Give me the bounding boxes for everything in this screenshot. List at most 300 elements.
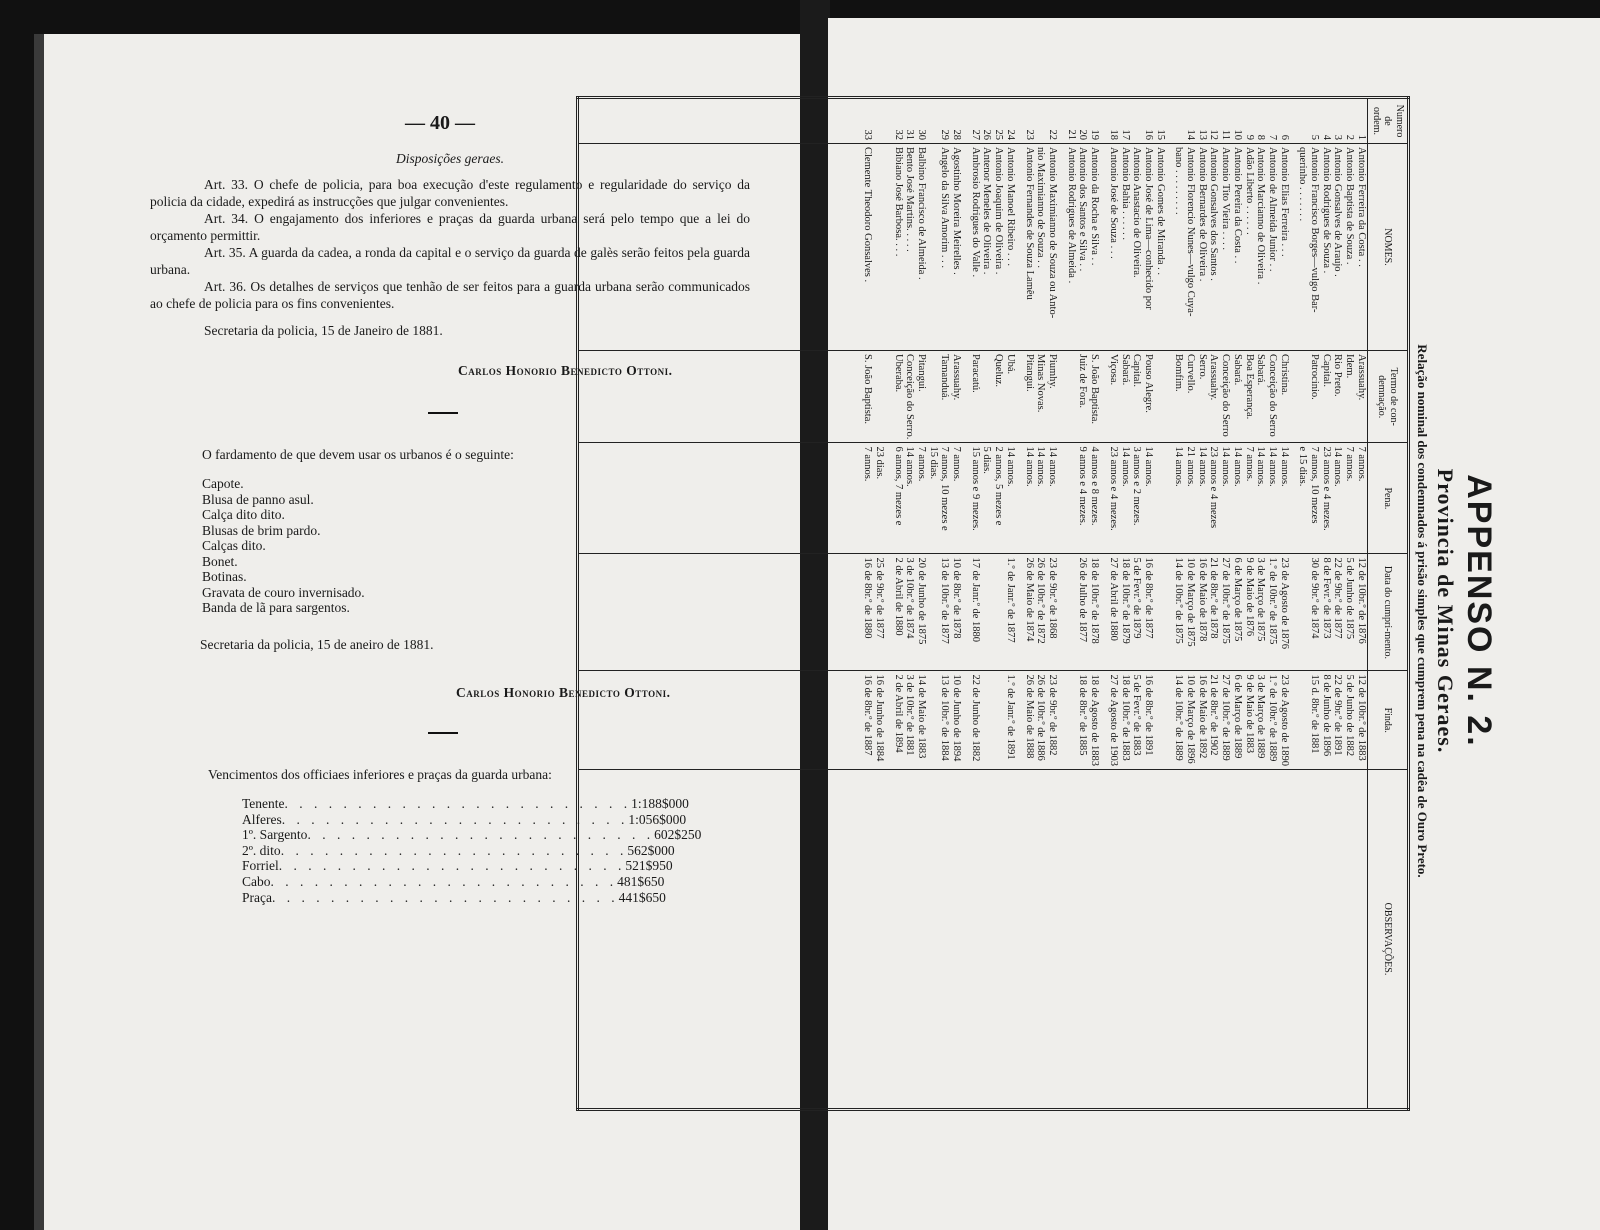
cell-name: Antonio Joaquim de Oliveira . bbox=[993, 144, 1005, 351]
row-spacer bbox=[885, 98, 892, 1110]
cell-finda: 15 d. 8br.º de 1881 bbox=[1308, 671, 1320, 770]
cell-name: Antonio José de Souza . . . bbox=[1107, 144, 1119, 351]
cell-termo: S. João Baptista. bbox=[861, 351, 873, 443]
cell-finda: 5 de Junho de 1882 bbox=[1343, 671, 1355, 770]
table-row bbox=[1219, 98, 1231, 1110]
cell-name: Agostinho Moreira Meirelles . bbox=[950, 144, 962, 351]
cell-finda bbox=[993, 671, 1005, 770]
cell-termo bbox=[981, 351, 993, 443]
cell-no: 33 bbox=[861, 98, 873, 144]
cell-no: 3 bbox=[1332, 98, 1344, 144]
appendix-subtitle: Provincia de Minas Geraes. bbox=[1433, 468, 1458, 754]
cell-obs bbox=[873, 770, 885, 1110]
table-row bbox=[939, 98, 951, 1110]
cell-data: 25 de 9br.º de 1877 bbox=[873, 554, 885, 671]
cell-pena: 7 annos. bbox=[861, 443, 873, 554]
cell-data: 20 de Junho de 1875 bbox=[915, 554, 927, 671]
salary-row: 1º. Sargento . . . . . . . . . . . . . . . . . . . . . . . . 602$250 bbox=[242, 827, 702, 843]
cell-finda: 13 de 10br.º de 1884 bbox=[939, 671, 951, 770]
cell-no: 28 bbox=[950, 98, 962, 144]
table-row bbox=[1023, 98, 1035, 1110]
cell-finda bbox=[1154, 671, 1166, 770]
cell-termo: Patrocinio. bbox=[1308, 351, 1320, 443]
cell-name: Bibiano José Barbosa. . . . bbox=[892, 144, 904, 351]
cell-termo: Uberaba. bbox=[892, 351, 904, 443]
cell-pena: 14 annos. bbox=[1219, 443, 1231, 554]
cell-name bbox=[873, 144, 885, 351]
cell-data: 12 de 10br.º de 1876 bbox=[1355, 554, 1367, 671]
table-row bbox=[1332, 98, 1344, 1110]
cell-name: Antonio Bernardes de Oliveira . bbox=[1196, 144, 1208, 351]
cell-pena: 14 annos. bbox=[1023, 443, 1035, 554]
cell-data: 8 de Fevr.º de 1873 bbox=[1320, 554, 1332, 671]
cell-finda bbox=[1065, 671, 1077, 770]
table-row bbox=[981, 98, 993, 1110]
cell-data: 13 de 10br.º de 1877 bbox=[939, 554, 951, 671]
cell-data: 27 de 10br.º de 1875 bbox=[1219, 554, 1231, 671]
cell-name: Antonio dos Santos e Silva . . bbox=[1077, 144, 1089, 351]
table-row bbox=[1046, 98, 1058, 1110]
cell-name: Antonio Pereira da Costa . . bbox=[1231, 144, 1243, 351]
cell-no: 11 bbox=[1219, 98, 1231, 144]
table-row bbox=[1231, 98, 1243, 1110]
cell-no: 24 bbox=[1004, 98, 1016, 144]
salary-row: 2º. dito . . . . . . . . . . . . . . . . . . . . . . . . 562$000 bbox=[242, 842, 675, 858]
cell-data: 9 de Maio de 1876 bbox=[1243, 554, 1255, 671]
cell-no bbox=[1035, 98, 1047, 144]
cell-pena: 14 annos. bbox=[1196, 443, 1208, 554]
table-row bbox=[1131, 98, 1143, 1110]
cell-finda: 12 de 10br.º de 1883 bbox=[1355, 671, 1367, 770]
uniform-item: Banda de lã para sargentos. bbox=[202, 600, 350, 615]
cell-termo: Boa Esperança. bbox=[1243, 351, 1255, 443]
table-row bbox=[1308, 98, 1320, 1110]
cell-name: Antonio Rodrigues de Almeida . bbox=[1065, 144, 1077, 351]
cell-obs bbox=[1142, 770, 1154, 1110]
cell-no: 22 bbox=[1046, 98, 1058, 144]
col-header: Numero de ordem. bbox=[1367, 98, 1408, 144]
table-row bbox=[1184, 98, 1196, 1110]
cell-no: 13 bbox=[1196, 98, 1208, 144]
cell-name: Antonio Gonsalves dos Santos . bbox=[1208, 144, 1220, 351]
cell-obs bbox=[915, 770, 927, 1110]
row-spacer bbox=[1016, 98, 1023, 1110]
cell-no bbox=[873, 98, 885, 144]
cell-finda: 27 de 10br.º de 1889 bbox=[1219, 671, 1231, 770]
cell-data: 5 de Fevr.º de 1879 bbox=[1131, 554, 1143, 671]
cell-obs bbox=[904, 770, 916, 1110]
cell-pena bbox=[1065, 443, 1077, 554]
cell-name: Antonio Florencio Nunes—vulgo Cuya- bbox=[1184, 144, 1196, 351]
table-header bbox=[1367, 98, 1408, 1110]
page-number: — 40 — bbox=[405, 112, 475, 134]
cell-termo bbox=[1297, 351, 1309, 443]
cell-obs bbox=[939, 770, 951, 1110]
cell-finda: 23 de 9br.º de 1882 bbox=[1046, 671, 1058, 770]
cell-name: querinho . . . . . . . bbox=[1297, 144, 1309, 351]
cell-name: Antonio Gomes de Miranda . . bbox=[1154, 144, 1166, 351]
table-row bbox=[1266, 98, 1278, 1110]
col-header: Termo de con-demnação. bbox=[1367, 351, 1408, 443]
cell-no: 18 bbox=[1107, 98, 1119, 144]
cell-name: Antonio Anastacio de Oliveira. bbox=[1131, 144, 1143, 351]
uniform-list bbox=[202, 476, 365, 616]
cell-data: 10 de Março de 1875 bbox=[1184, 554, 1196, 671]
section-title: Disposições geraes. bbox=[396, 151, 504, 166]
cell-termo: Arassuahy. bbox=[950, 351, 962, 443]
cell-no: 7 bbox=[1266, 98, 1278, 144]
row-spacer bbox=[1100, 98, 1107, 1110]
cell-pena: 7 annos, 10 mezes bbox=[1308, 443, 1320, 554]
cell-obs bbox=[950, 770, 962, 1110]
cell-termo: Tamanduá. bbox=[939, 351, 951, 443]
cell-termo: Conceição do Serro bbox=[1219, 351, 1231, 443]
cell-data: 18 de 10br.º de 1878 bbox=[1088, 554, 1100, 671]
cell-name: Ambrosio Rodrigues do Valle . bbox=[969, 144, 981, 351]
cell-termo: Pouso Alegre. bbox=[1142, 351, 1154, 443]
cell-obs bbox=[861, 770, 873, 1110]
cell-pena: 15 annos e 9 mezes. bbox=[969, 443, 981, 554]
table-row bbox=[1320, 98, 1332, 1110]
col-header: Finda. bbox=[1367, 671, 1408, 770]
cell-pena: 14 annos. bbox=[1278, 443, 1290, 554]
cell-obs bbox=[969, 770, 981, 1110]
cell-termo bbox=[927, 351, 939, 443]
cell-obs bbox=[1004, 770, 1016, 1110]
cell-pena: 14 annos. bbox=[1266, 443, 1278, 554]
cell-obs bbox=[1196, 770, 1208, 1110]
cell-pena: 14 annos. bbox=[1231, 443, 1243, 554]
table-row bbox=[1077, 98, 1089, 1110]
cell-name: Antonio Rodrigues de Souza . bbox=[1320, 144, 1332, 351]
cell-obs bbox=[1035, 770, 1047, 1110]
cell-name: Antenor Meneles de Oliveira . bbox=[981, 144, 993, 351]
table-row bbox=[1255, 98, 1267, 1110]
cell-obs bbox=[1154, 770, 1166, 1110]
cell-finda: 3 de Março de 1889 bbox=[1255, 671, 1267, 770]
cell-no: 10 bbox=[1231, 98, 1243, 144]
cell-finda: 14 de 10br.º de 1889 bbox=[1173, 671, 1185, 770]
cell-obs bbox=[1088, 770, 1100, 1110]
cell-no bbox=[1297, 98, 1309, 144]
cell-pena: 14 annos. bbox=[1004, 443, 1016, 554]
cell-termo bbox=[1065, 351, 1077, 443]
cell-data: 3 de 10br.º de 1874 bbox=[904, 554, 916, 671]
cell-obs bbox=[1173, 770, 1185, 1110]
cell-termo: Sabará. bbox=[1255, 351, 1267, 443]
cell-name: Antonio Bahia . . . . . . bbox=[1119, 144, 1131, 351]
cell-finda bbox=[1297, 671, 1309, 770]
cell-obs bbox=[1320, 770, 1332, 1110]
cell-obs bbox=[993, 770, 1005, 1110]
appendix-rotated bbox=[862, 96, 1498, 1126]
cell-name: Antonio Baptista de Souza . bbox=[1343, 144, 1355, 351]
cell-pena: 14 annos. bbox=[1255, 443, 1267, 554]
cell-obs bbox=[1107, 770, 1119, 1110]
cell-name: Clemente Theodoro Gonsalves . bbox=[861, 144, 873, 351]
divider bbox=[428, 412, 458, 414]
cell-data: 21 de 8br.º de 1878 bbox=[1208, 554, 1220, 671]
cell-no: 9 bbox=[1243, 98, 1255, 144]
col-header: NOMES. bbox=[1367, 144, 1408, 351]
cell-obs bbox=[1243, 770, 1255, 1110]
cell-finda: 23 de Agosto de 1890 bbox=[1278, 671, 1290, 770]
cell-pena: 7 annos. bbox=[950, 443, 962, 554]
cell-pena: 23 annos e 4 mezes bbox=[1208, 443, 1220, 554]
cell-no: 19 bbox=[1088, 98, 1100, 144]
cell-data: 22 de 9br.º de 1877 bbox=[1332, 554, 1344, 671]
cell-finda bbox=[981, 671, 993, 770]
salary-row: Tenente . . . . . . . . . . . . . . . . . . . . . . . . 1:188$000 bbox=[242, 796, 689, 811]
cell-no: 12 bbox=[1208, 98, 1220, 144]
cell-data bbox=[1297, 554, 1309, 671]
cell-pena: 14 annos. bbox=[1173, 443, 1185, 554]
cell-no: 20 bbox=[1077, 98, 1089, 144]
divider bbox=[428, 732, 458, 734]
cell-name: Antonio Fernandes de Souza Lamêu bbox=[1023, 144, 1035, 351]
cell-obs bbox=[1266, 770, 1278, 1110]
cell-finda bbox=[927, 671, 939, 770]
cell-obs bbox=[1255, 770, 1267, 1110]
table-row bbox=[1004, 98, 1016, 1110]
cell-obs bbox=[927, 770, 939, 1110]
cell-termo: Idem. bbox=[1343, 351, 1355, 443]
cell-no bbox=[1173, 98, 1185, 144]
cell-termo: Conceição do Serro bbox=[1266, 351, 1278, 443]
table-body bbox=[578, 98, 1367, 1110]
cell-finda: 26 de Maio de 1888 bbox=[1023, 671, 1035, 770]
cell-obs bbox=[1332, 770, 1344, 1110]
table-row bbox=[1208, 98, 1220, 1110]
table-row bbox=[861, 98, 873, 1110]
cell-pena: 15 dias. bbox=[927, 443, 939, 554]
uniform-item: Capote. bbox=[202, 476, 244, 491]
cell-pena: 4 annos e 8 mezes. bbox=[1088, 443, 1100, 554]
table-row bbox=[1142, 98, 1154, 1110]
cell-termo bbox=[1154, 351, 1166, 443]
cell-name: Antonio Gonsalves de Araujo . bbox=[1332, 144, 1344, 351]
cell-termo: Arassuahy. bbox=[1208, 351, 1220, 443]
cell-termo: Paracatú. bbox=[969, 351, 981, 443]
cell-data: 5 de Junho de 1875 bbox=[1343, 554, 1355, 671]
cell-no: 15 bbox=[1154, 98, 1166, 144]
prisoner-table bbox=[576, 96, 1410, 1111]
date-line-2: Secretaria da policia, 15 de aneiro de 1881. bbox=[200, 637, 434, 652]
cell-termo: S. João Baptista. bbox=[1088, 351, 1100, 443]
cell-termo: Christina. bbox=[1278, 351, 1290, 443]
table-row bbox=[1065, 98, 1077, 1110]
cell-data: 16 de 8br.º de 1880 bbox=[861, 554, 873, 671]
cell-name bbox=[927, 144, 939, 351]
cell-name: Angelo da Silva Amorim . . . bbox=[939, 144, 951, 351]
table-row bbox=[1297, 98, 1309, 1110]
cell-pena: 7 annos. bbox=[915, 443, 927, 554]
cell-pena: 14 annos. bbox=[904, 443, 916, 554]
cell-name: Balbino Francisco de Almeida . bbox=[915, 144, 927, 351]
cell-obs bbox=[1278, 770, 1290, 1110]
cell-name: Antonio de Almeida Junior . . bbox=[1266, 144, 1278, 351]
cell-termo: Arassuahy. bbox=[1355, 351, 1367, 443]
cell-name: Antonio Elias Ferreira . . . bbox=[1278, 144, 1290, 351]
uniform-item: Calças dito. bbox=[202, 538, 266, 553]
cell-pena: 7 annos, 10 mezes e bbox=[939, 443, 951, 554]
cell-finda: 14 de Maio de 1883 bbox=[915, 671, 927, 770]
cell-pena: 14 annos. bbox=[1046, 443, 1058, 554]
table-row bbox=[1196, 98, 1208, 1110]
cell-data: 27 de Abril de 1880 bbox=[1107, 554, 1119, 671]
cell-no: 32 bbox=[892, 98, 904, 144]
cell-finda: 18 de Agosto de 1883 bbox=[1088, 671, 1100, 770]
cell-name: Antonio Maximianno de Souza ou Anto- bbox=[1046, 144, 1058, 351]
cell-termo: Viçosa. bbox=[1107, 351, 1119, 443]
cell-obs bbox=[1023, 770, 1035, 1110]
cell-no: 8 bbox=[1255, 98, 1267, 144]
cell-termo: Bomfim. bbox=[1173, 351, 1185, 443]
cell-data: 1.º de Janr.º de 1877 bbox=[1004, 554, 1016, 671]
cell-pena: e 15 dias. bbox=[1297, 443, 1309, 554]
table-row bbox=[1154, 98, 1166, 1110]
cell-finda: 16 de Junho de 1884 bbox=[873, 671, 885, 770]
cell-pena: 7 annos. bbox=[1355, 443, 1367, 554]
article-36: Art. 36. Os detalhes de serviços que tenhão de ser feitos para a guarda urbana serão communicados ao chefe de policia para os fins convenientes. bbox=[150, 279, 751, 311]
cell-no: 1 bbox=[1355, 98, 1367, 144]
table-row bbox=[927, 98, 939, 1110]
row-spacer bbox=[962, 98, 969, 1110]
cell-data: 16 de Maio de 1878 bbox=[1196, 554, 1208, 671]
salary-row: Cabo . . . . . . . . . . . . . . . . . . . . . . . . 481$650 bbox=[242, 873, 665, 889]
salary-row: Praça . . . . . . . . . . . . . . . . . . . . . . . . 441$650 bbox=[242, 889, 666, 905]
cell-pena: 6 annos, 7 mezes e bbox=[892, 443, 904, 554]
cell-data: 18 de 10br.º de 1879 bbox=[1119, 554, 1131, 671]
table-row bbox=[1088, 98, 1100, 1110]
cell-pena bbox=[1154, 443, 1166, 554]
table-row bbox=[950, 98, 962, 1110]
cell-name: Antonio Ferreira da Costa . . bbox=[1355, 144, 1367, 351]
uniform-heading: O fardamento de que devem usar os urbanos é o seguinte: bbox=[202, 447, 514, 462]
cell-obs bbox=[1219, 770, 1231, 1110]
cell-termo: Serro. bbox=[1196, 351, 1208, 443]
signature-1: Carlos Honorio Benedicto Ottoni. bbox=[458, 363, 673, 378]
cell-finda: 21 de 8br.º de 1902 bbox=[1208, 671, 1220, 770]
cell-obs bbox=[981, 770, 993, 1110]
salary-row: Forriel . . . . . . . . . . . . . . . . . . . . . . . . 521$950 bbox=[242, 858, 673, 874]
cell-name: Antonio Manoel Ribeiro . . . bbox=[1004, 144, 1016, 351]
cell-data: 3 de Março de 1875 bbox=[1255, 554, 1267, 671]
cell-obs bbox=[1355, 770, 1367, 1110]
cell-pena: 14 annos. bbox=[1035, 443, 1047, 554]
cell-termo: Pitangui. bbox=[915, 351, 927, 443]
cell-data: 2 de Abril de 1880 bbox=[892, 554, 904, 671]
cell-data: 30 de 9br.º de 1874 bbox=[1308, 554, 1320, 671]
cell-data: 23 de Agosto de 1876 bbox=[1278, 554, 1290, 671]
uniform-item: Blusa de panno asul. bbox=[202, 491, 314, 507]
row-spacer bbox=[1166, 98, 1173, 1110]
uniform-item: Gravata de couro invernisado. bbox=[202, 584, 365, 600]
cell-pena: 2 annos, 5 mezes e bbox=[993, 443, 1005, 554]
cell-finda: 10 de Março de 1896 bbox=[1184, 671, 1196, 770]
row-spacer bbox=[1058, 98, 1065, 1110]
cell-obs bbox=[892, 770, 904, 1110]
table-row bbox=[1119, 98, 1131, 1110]
cell-pena: 14 annos. bbox=[1142, 443, 1154, 554]
cell-termo: Sabará. bbox=[1231, 351, 1243, 443]
date-line-1: Secretaria da policia, 15 de Janeiro de 1881. bbox=[204, 323, 443, 338]
cell-obs bbox=[1297, 770, 1309, 1110]
cell-no: 14 bbox=[1184, 98, 1196, 144]
cell-finda: 27 de Agosto de 1903 bbox=[1107, 671, 1119, 770]
salary-heading: Vencimentos dos officiaes inferiores e praças da guarda urbana: bbox=[208, 767, 552, 782]
uniform-item: Bonet. bbox=[202, 553, 238, 569]
cell-no: 25 bbox=[993, 98, 1005, 144]
cell-obs bbox=[1131, 770, 1143, 1110]
cell-termo: Ubá. bbox=[1004, 351, 1016, 443]
cell-finda: 26 de 10br.º de 1886 bbox=[1035, 671, 1047, 770]
cell-obs bbox=[1208, 770, 1220, 1110]
cell-pena: 14 annos. bbox=[1332, 443, 1344, 554]
cell-data: 14 de 10br.º de 1875 bbox=[1173, 554, 1185, 671]
cell-no: 31 bbox=[904, 98, 916, 144]
cell-no: 26 bbox=[981, 98, 993, 144]
cell-finda: 5 de Fevr.º de 1883 bbox=[1131, 671, 1143, 770]
cell-data bbox=[1065, 554, 1077, 671]
cell-name: Bento José Martins. . . . . bbox=[904, 144, 916, 351]
cell-termo: Capital. bbox=[1131, 351, 1143, 443]
cell-termo: Capital. bbox=[1320, 351, 1332, 443]
cell-data bbox=[1154, 554, 1166, 671]
cell-data: 17 de Janr.º de 1880 bbox=[969, 554, 981, 671]
table-row bbox=[1343, 98, 1355, 1110]
cell-no: 27 bbox=[969, 98, 981, 144]
cell-termo: Queluz. bbox=[993, 351, 1005, 443]
table-row bbox=[904, 98, 916, 1110]
cell-obs bbox=[1119, 770, 1131, 1110]
cell-data bbox=[993, 554, 1005, 671]
cell-obs bbox=[1077, 770, 1089, 1110]
cell-termo: Juiz de Fora. bbox=[1077, 351, 1089, 443]
cell-termo: Minas Novas. bbox=[1035, 351, 1047, 443]
cell-pena: 3 annos e 2 mezes. bbox=[1131, 443, 1143, 554]
cell-no: 6 bbox=[1278, 98, 1290, 144]
cell-no bbox=[1131, 98, 1143, 144]
cell-name: Antonio José de Lima—conhecido por bbox=[1142, 144, 1154, 351]
cell-name: Adão Liberto . . . . . . bbox=[1243, 144, 1255, 351]
cell-finda: 16 de Maio de 1892 bbox=[1196, 671, 1208, 770]
col-header: Data do cumpri-mento. bbox=[1367, 554, 1408, 671]
table-row bbox=[915, 98, 927, 1110]
cell-obs bbox=[1046, 770, 1058, 1110]
uniform-item: Calça dito dito. bbox=[202, 507, 285, 522]
cell-obs bbox=[1308, 770, 1320, 1110]
cell-data: 6 de Março de 1875 bbox=[1231, 554, 1243, 671]
salary-row: Alferes . . . . . . . . . . . . . . . . . . . . . . . . 1:056$000 bbox=[242, 811, 687, 827]
row-spacer bbox=[1290, 98, 1297, 1110]
cell-name: Antonio da Rocha e Silva . . bbox=[1088, 144, 1100, 351]
cell-finda: 22 de 9br.º de 1891 bbox=[1332, 671, 1344, 770]
cell-termo: Sabará. bbox=[1119, 351, 1131, 443]
uniform-item: Blusas de brim pardo. bbox=[202, 522, 321, 538]
cell-pena: 14 annos. bbox=[1119, 443, 1131, 554]
article-34: Art. 34. O engajamento dos inferiores e praças da guarda urbana será pelo tempo que a lei do orçamento permittir. bbox=[150, 211, 750, 243]
table-row bbox=[1173, 98, 1185, 1110]
appendix-title: APPENSO N. 2. bbox=[1460, 474, 1498, 748]
cell-finda: 16 de 8br.º de 1887 bbox=[861, 671, 873, 770]
cell-no bbox=[927, 98, 939, 144]
cell-pena: 23 dias. bbox=[873, 443, 885, 554]
cell-finda: 3 de 10br.º de 1881 bbox=[904, 671, 916, 770]
cell-pena: 7 annos. bbox=[1343, 443, 1355, 554]
cell-termo: Conceição do Serro. bbox=[904, 351, 916, 443]
cell-name: Antonio Marcianno de Oliveira . bbox=[1255, 144, 1267, 351]
